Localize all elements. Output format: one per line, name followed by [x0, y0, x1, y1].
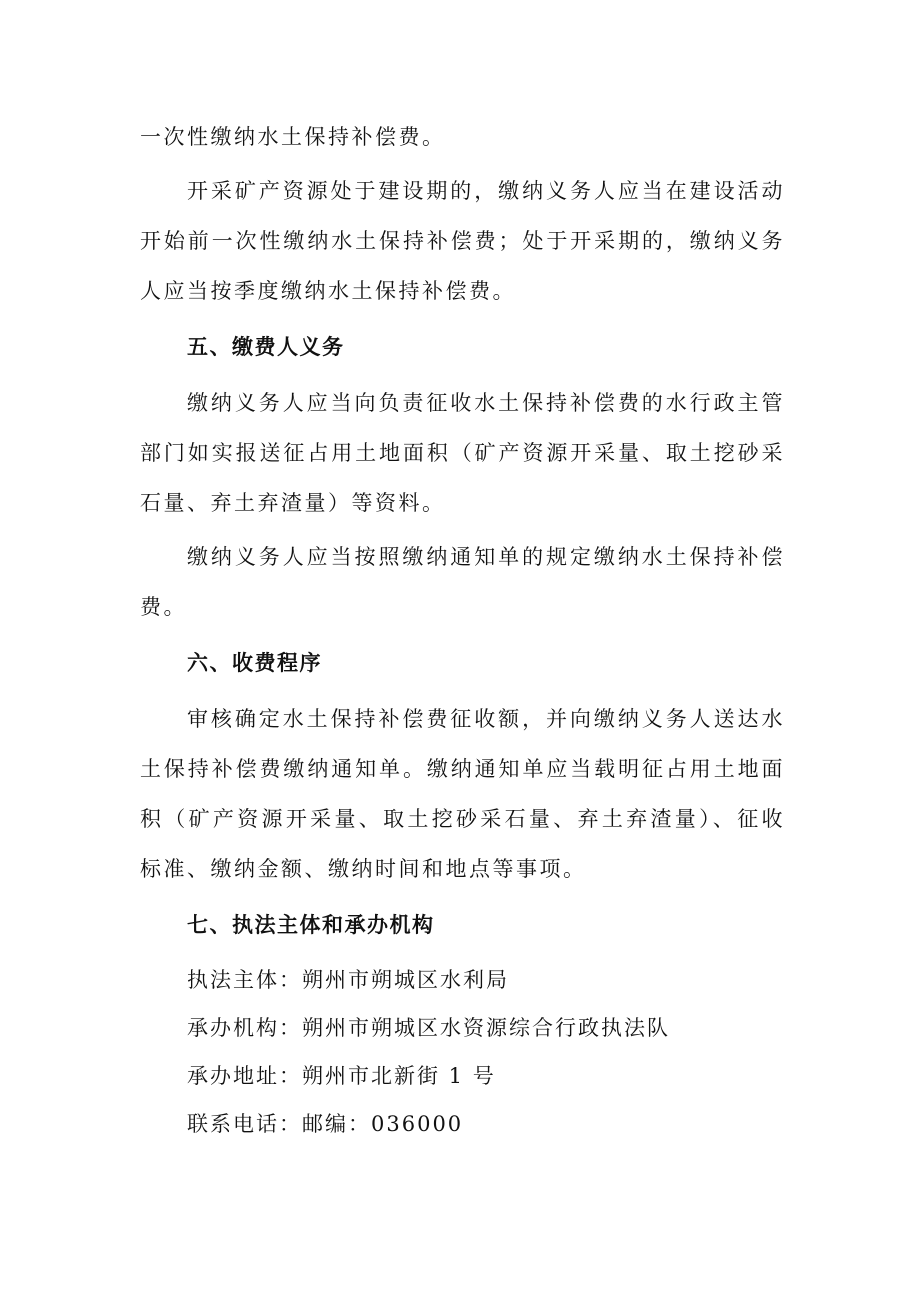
- paragraph-continuation: 一次性缴纳水土保持补偿费。: [140, 125, 446, 149]
- section-heading-fee-procedure: 六、收费程序: [187, 651, 322, 675]
- paragraph-mining-payment: 开采矿产资源处于建设期的，缴纳义务人应当在建设活动开始前一次性缴纳水土保持补偿费；处于开采期的，缴纳义务人应当按季度缴纳水土保持补偿费。: [140, 179, 785, 303]
- contact-info: 联系电话：邮编：036000: [187, 1112, 464, 1136]
- enforcement-body: 执法主体：朔州市朔城区水利局: [187, 968, 509, 992]
- paragraph-report-data: 缴纳义务人应当向负责征收水土保持补偿费的水行政主管部门如实报送征占用土地面积（矿产资源开采量、取土挖砂采石量、弃土弃渣量）等资料。: [140, 391, 785, 515]
- handling-address: 承办地址：朔州市北新街 1 号: [187, 1064, 496, 1088]
- section-heading-enforcement: 七、执法主体和承办机构: [187, 913, 435, 937]
- paragraph-pay-per-notice: 缴纳义务人应当按照缴纳通知单的规定缴纳水土保持补偿费。: [140, 545, 785, 619]
- paragraph-fee-procedure: 审核确定水土保持补偿费征收额，并向缴纳义务人送达水土保持补偿费缴纳通知单。缴纳通知单应当载明征占用土地面积（矿产资源开采量、取土挖砂采石量、弃土弃渣量）、征收标准、缴纳金额、缴纳时间和地点等事项。: [140, 707, 785, 881]
- section-heading-payer-obligations: 五、缴费人义务: [187, 335, 345, 359]
- handling-agency: 承办机构：朔州市朔城区水资源综合行政执法队: [187, 1016, 670, 1040]
- document-body: [140, 112, 785, 1148]
